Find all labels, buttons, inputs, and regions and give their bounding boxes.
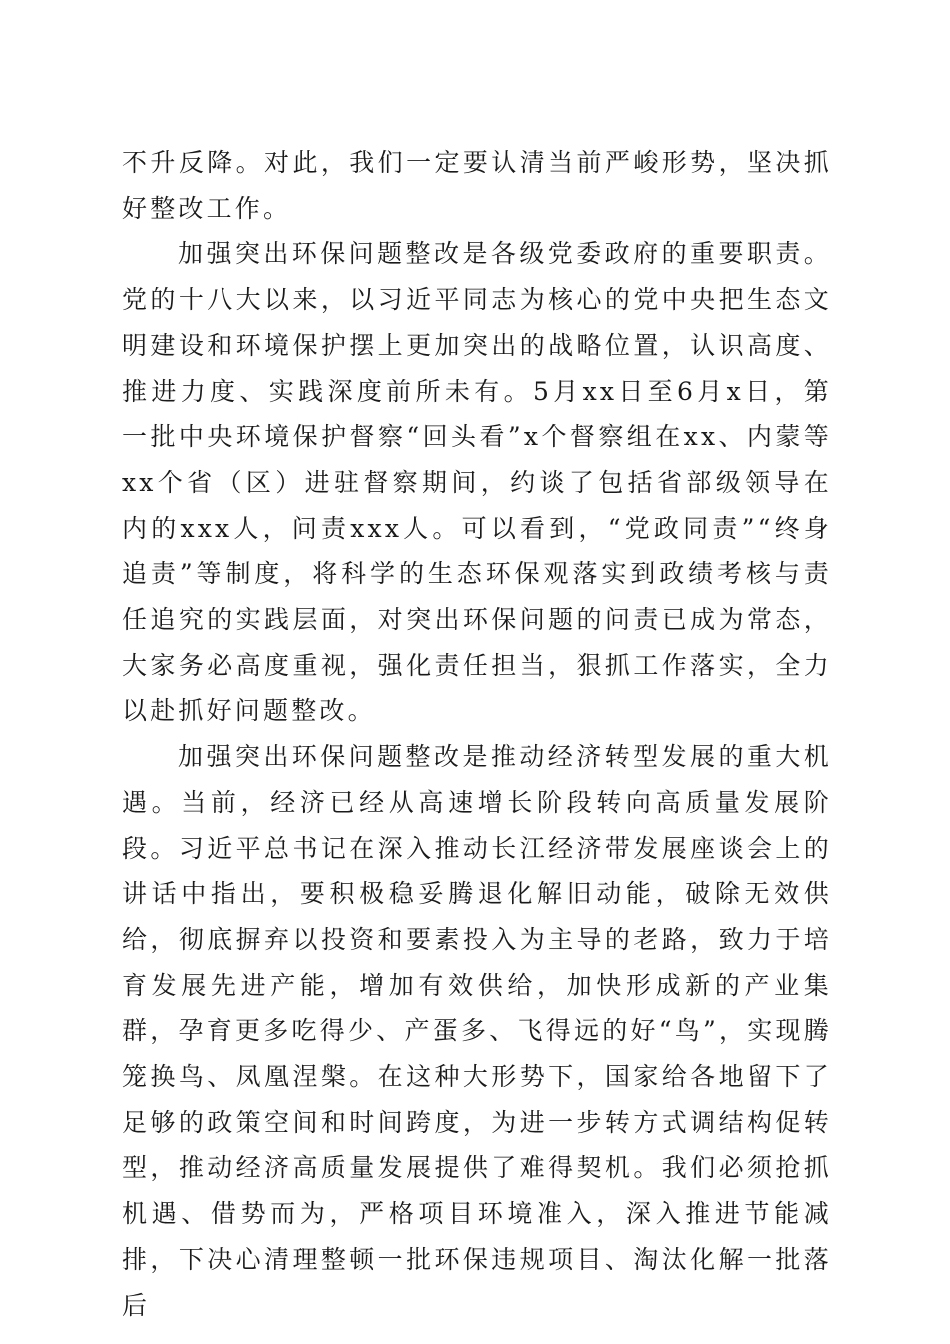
paragraph-party-responsibility: 加强突出环保问题整改是各级党委政府的重要职责。党的十八大以来，以习近平同志为核心的党中央把生态文明建设和环境保护摆上更加突出的战略位置，认识高度、推进力度、实践深度前所未有。5月xx日至6月x日，第一批中央环境保护督察“回头看”x个督察组在xx、内蒙等xx个省（区）进驻督察期间，约谈了包括省部级领导在内的xxx人，问责xxx人。可以看到，“党政同责”“终身追责”等制度，将科学的生态环保观落实到政绩考核与责任追究的实践层面，对突出环保问题的问责已成为常态，大家务必高度重视，强化责任担当，狠抓工作落实，全力以赴抓好问题整改。 bbox=[122, 239, 832, 726]
paragraph-economic-transition: 加强突出环保问题整改是推动经济转型发展的重大机遇。当前，经济已经从高速增长阶段转向高质量发展阶段。习近平总书记在深入推动长江经济带发展座谈会上的讲话中指出，要积极稳妥腾退化解旧动能，破除无效供给，彻底摒弃以投资和要素投入为主导的老路，致力于培育发展先进产能，增加有效供给，加快形成新的产业集群，孕育更多吃得少、产蛋多、飞得远的好“鸟”，实现腾笼换鸟、凤凰涅槃。在这种大形势下，国家给各地留下了足够的政策空间和时间跨度，为进一步转方式调结构促转型，推动经济高质量发展提供了难得契机。我们必须抢抓机遇、借势而为，严格项目环境准入，深入推进节能减排，下决心清理整顿一批环保违规项目、淘汰化解一批落后 bbox=[122, 742, 832, 1320]
paragraph-continuation: 不升反降。对此，我们一定要认清当前严峻形势，坚决抓好整改工作。 bbox=[122, 148, 832, 223]
document-body bbox=[122, 140, 832, 1328]
